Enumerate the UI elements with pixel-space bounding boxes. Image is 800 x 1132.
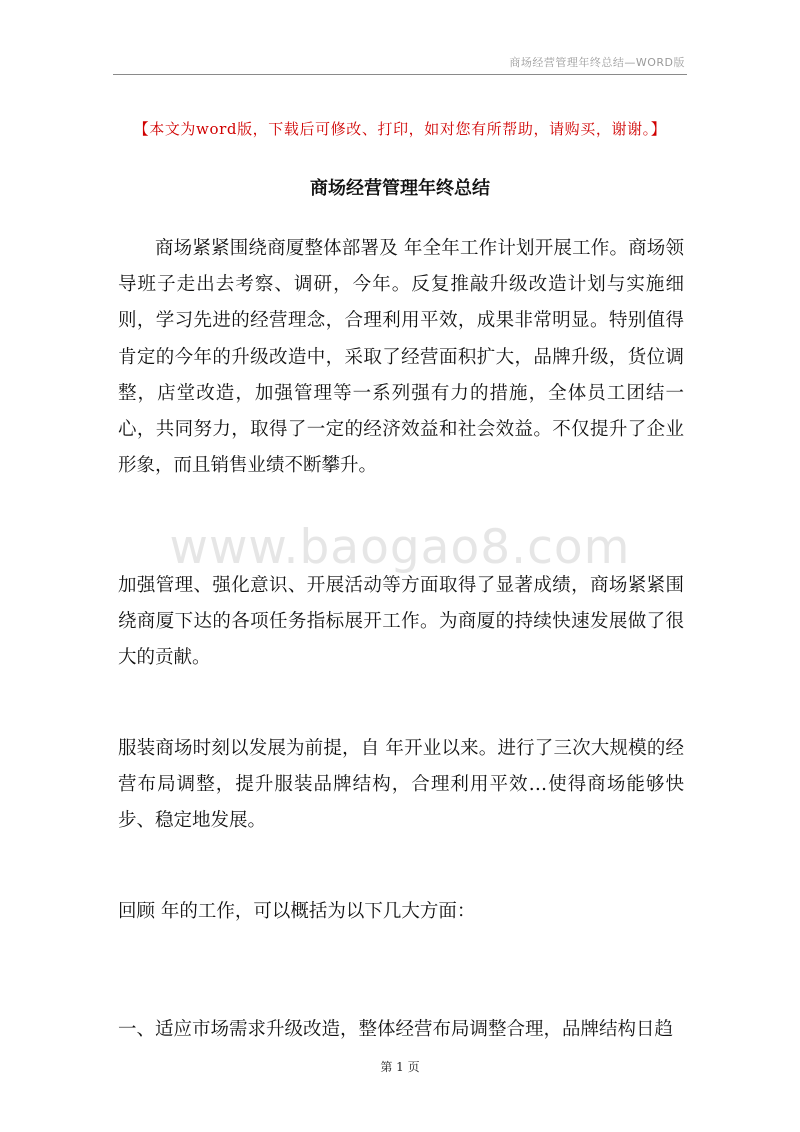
paragraph-section-one: 一、适应市场需求升级改造，整体经营布局调整合理，品牌结构日趋 [118,1019,674,1040]
watermark: www.baogao8.com [169,520,631,575]
paragraph-review: 回顾 年的工作，可以概括为以下几大方面： [118,901,476,922]
page-number: 第 1 页 [380,1060,420,1074]
running-header: 商场经营管理年终总结—WORD版 [509,56,685,69]
download-notice: 【本文为word版，下载后可修改、打印，如对您有所帮助，请购买，谢谢。】 [133,120,667,138]
header-divider [113,74,687,75]
paragraph-development: 服装商场时刻以发展为前提，自 年开业以来。进行了三次大规模的经营布局调整，提升服装品牌结构，合理利用平效…使得商场能够快步、稳定地发展。 [118,738,684,832]
paragraph-intro: 商场紧紧围绕商厦整体部署及 年全年工作计划开展工作。商场领导班子走出去考察、调研，今年。反复推敲升级改造计划与实施细则，学习先进的经营理念，合理利用平效，成果非常明显。特别值得肯定的今年的升级改造中，采取了经营面积扩大，品牌升级，货位调整，店堂改造，加强管理等一系列强有力的措施，全体员工团结一心，共同努力，取得了一定的经济效益和社会效益。不仅提升了企业形象，而且销售业绩不断攀升。 [118,238,684,477]
paragraph-achievements: 加强管理、强化意识、开展活动等方面取得了显著成绩，商场紧紧围绕商厦下达的各项任务指标展开工作。为商厦的持续快速发展做了很大的贡献。 [118,575,684,669]
document-title: 商场经营管理年终总结 [310,178,490,199]
